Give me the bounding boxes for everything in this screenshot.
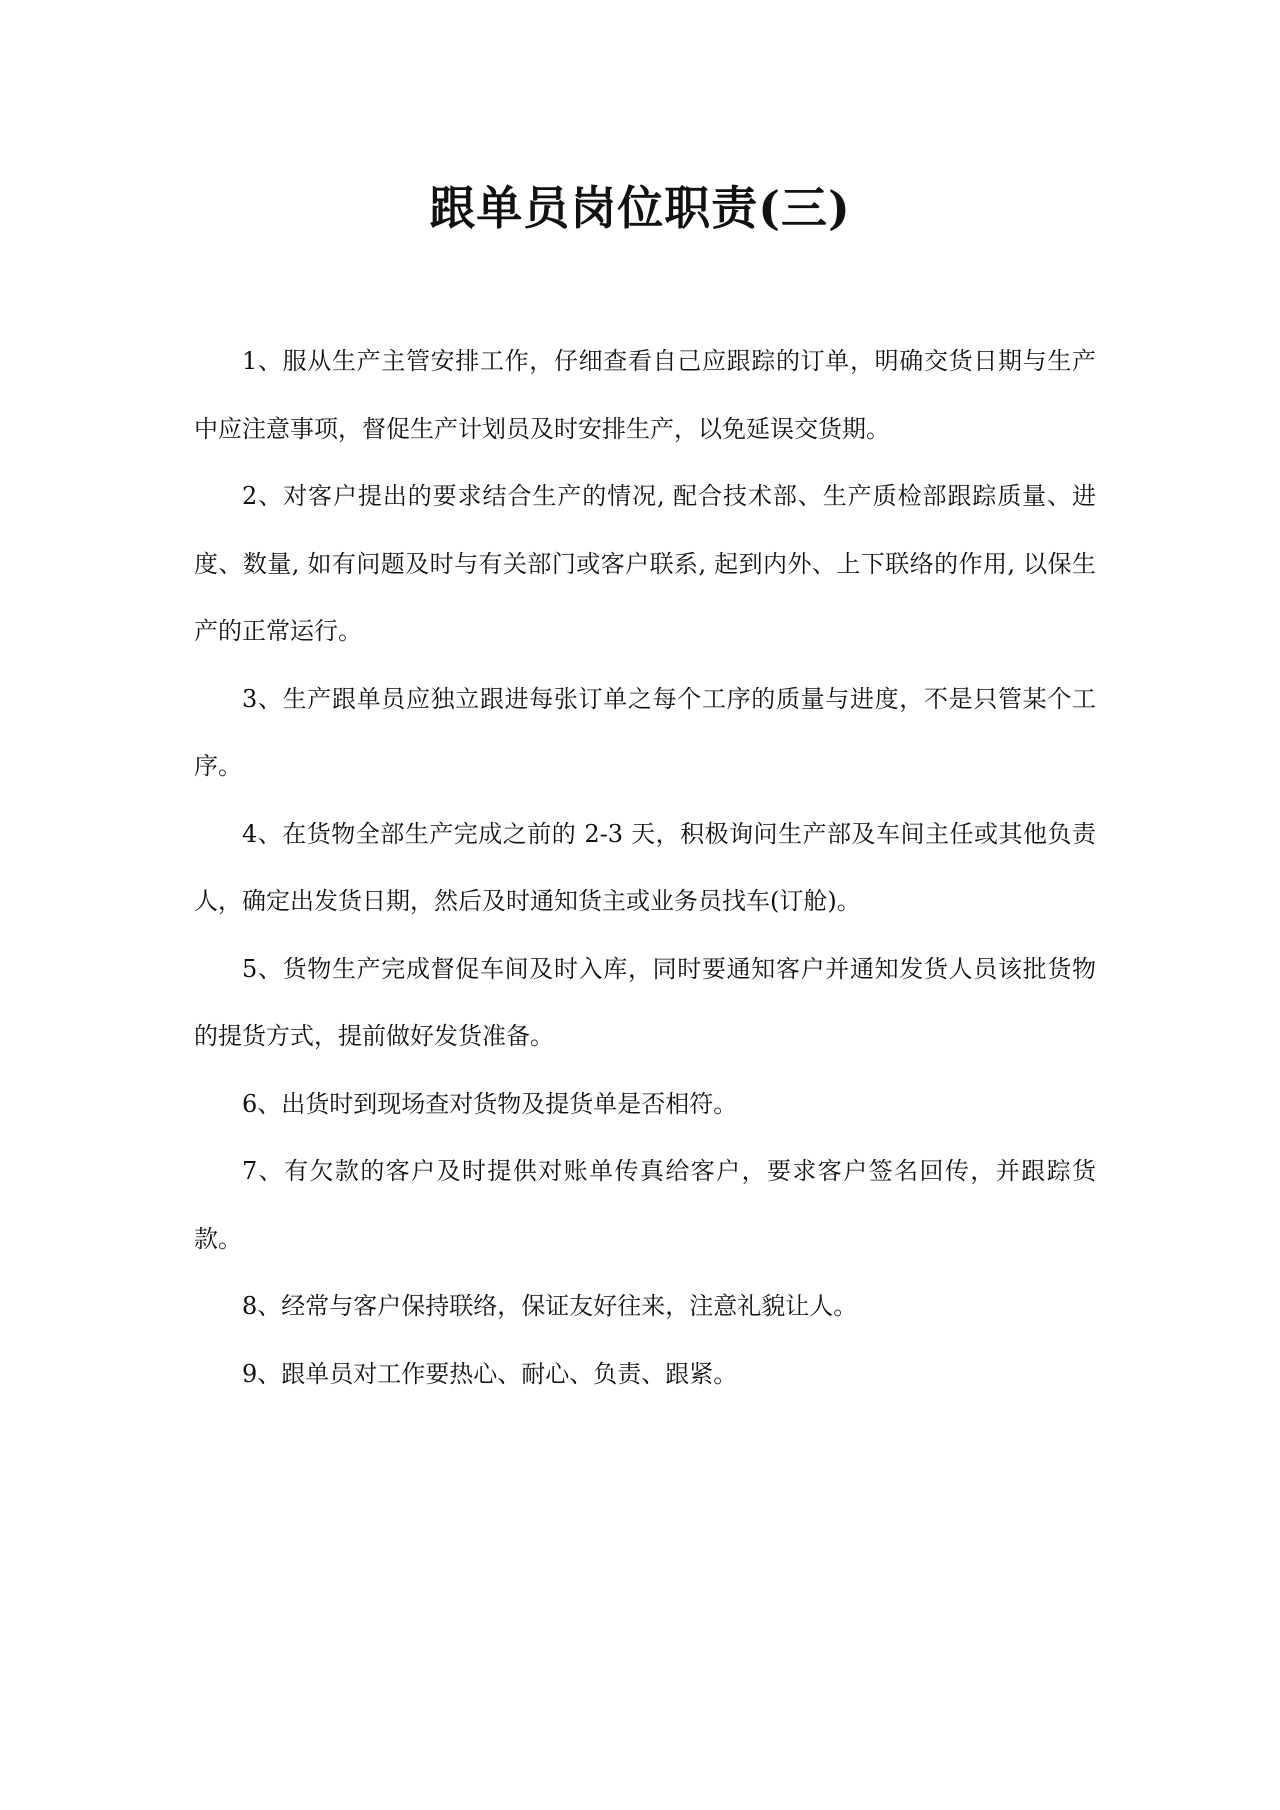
- duty-paragraph-4: 4、在货物全部生产完成之前的 2-3 天，积极询问生产部及车间主任或其他负责人，确定出发货日期，然后及时通知货主或业务员找车(订舱)。: [194, 819, 1096, 915]
- duty-paragraph-1: 1、服从生产主管安排工作，仔细查看自己应跟踪的订单，明确交货日期与生产中应注意事项，督促生产计划员及时安排生产，以免延误交货期。: [194, 347, 1096, 443]
- duty-paragraph-3: 3、生产跟单员应独立跟进每张订单之每个工序的质量与进度，不是只管某个工序。: [194, 684, 1096, 780]
- duty-paragraph-9: 9、跟单员对工作要热心、耐心、负责、跟紧。: [242, 1359, 738, 1388]
- document-body: [194, 328, 1096, 1408]
- duty-paragraph-8: 8、经常与客户保持联络，保证友好往来，注意礼貌让人。: [242, 1292, 858, 1320]
- duty-paragraph-7: 7、有欠款的客户及时提供对账单传真给客户，要求客户签名回传，并跟踪货款。: [194, 1157, 1096, 1253]
- duty-paragraph-6: 6、出货时到现场查对货物及提货单是否相符。: [242, 1089, 738, 1118]
- page-title: 跟单员岗位职责(三): [429, 181, 851, 235]
- duty-paragraph-5: 5、货物生产完成督促车间及时入库，同时要通知客户并通知发货人员该批货物的提货方式，提前做好发货准备。: [194, 954, 1096, 1050]
- duty-paragraph-2: 2、对客户提出的要求结合生产的情况, 配合技术部、生产质检部跟踪质量、进度、数量, 如有问题及时与有关部门或客户联系, 起到内外、上下联络的作用, 以保生产的正常运行。: [194, 482, 1096, 645]
